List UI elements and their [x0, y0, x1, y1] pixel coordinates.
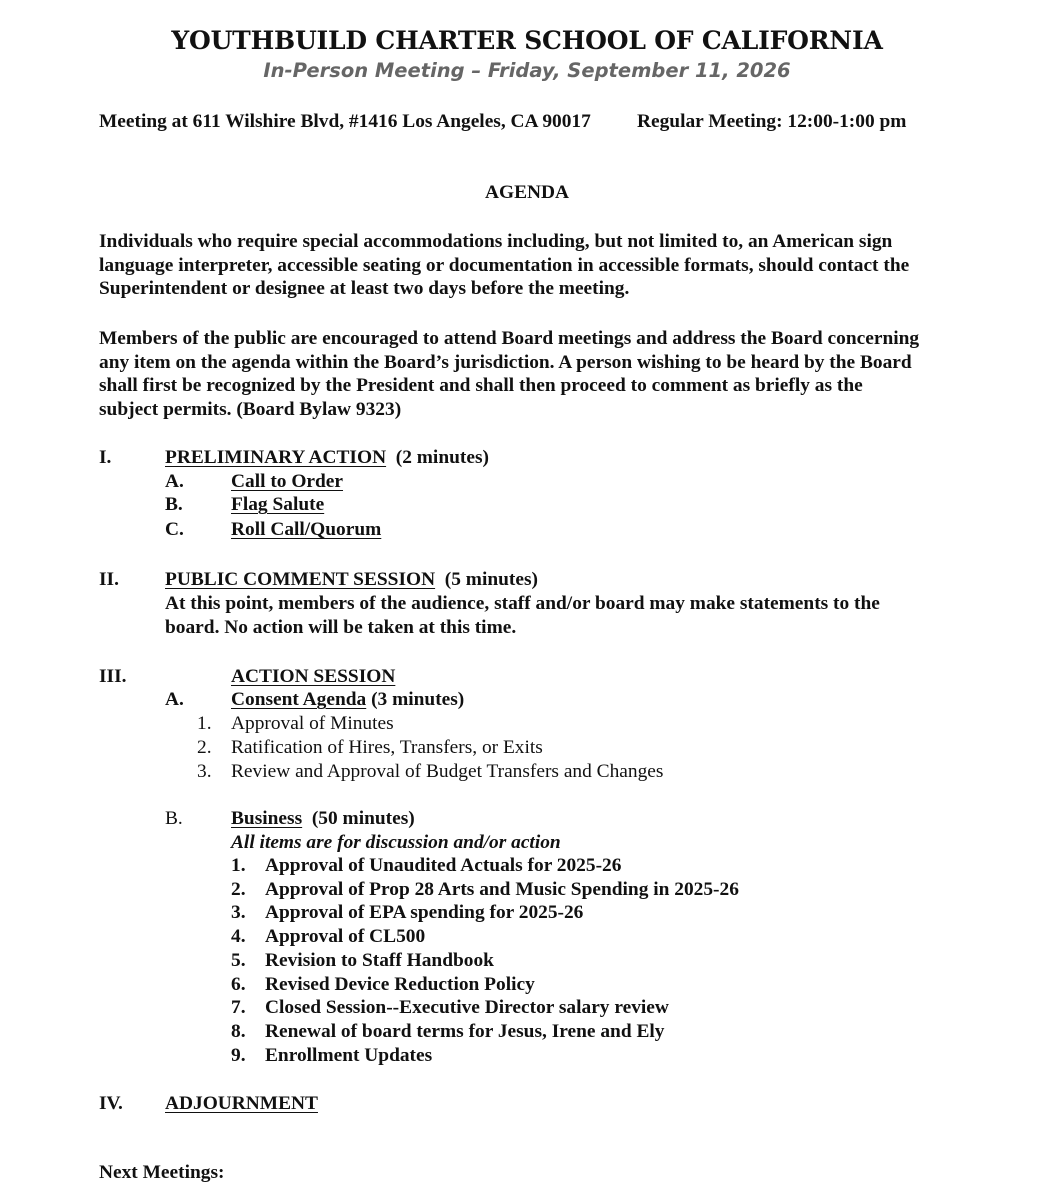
- business-item-number: 6.: [231, 973, 246, 995]
- business-items-list: [231, 854, 739, 1067]
- subsection-heading-business: [231, 808, 415, 830]
- business-item-label: Enrollment Updates: [265, 1044, 433, 1066]
- business-item-label: Revised Device Reduction Policy: [265, 973, 535, 995]
- subsection-duration: (3 minutes): [371, 689, 465, 710]
- business-item: [231, 1020, 739, 1044]
- meeting-location: Meeting at 611 Wilshire Blvd, #1416 Los Angeles, CA 90017: [99, 111, 591, 132]
- section-duration: (5 minutes): [444, 569, 538, 590]
- next-meetings-label: Next Meetings:: [99, 1162, 225, 1183]
- meeting-time: Regular Meeting: 12:00-1:00 pm: [637, 111, 907, 132]
- section-numeral: II.: [99, 569, 119, 590]
- business-item-number: 9.: [231, 1044, 246, 1066]
- subsection-duration: (50 minutes): [311, 808, 415, 829]
- section-title: PRELIMINARY ACTION: [165, 447, 387, 468]
- agenda-heading: AGENDA: [484, 182, 570, 203]
- consent-item: Ratification of Hires, Transfers, or Exits: [231, 737, 543, 758]
- section-duration: (2 minutes): [395, 447, 489, 468]
- public-line: Members of the public are encouraged to attend Board meetings and address the Board concerning: [99, 328, 920, 349]
- section-title-adjournment: ADJOURNMENT: [165, 1093, 318, 1114]
- section-title-action-session: ACTION SESSION: [231, 666, 396, 687]
- business-item-label: Approval of Unaudited Actuals for 2025-26: [265, 855, 622, 876]
- business-item-number: 7.: [231, 997, 246, 1019]
- business-item-label: Approval of EPA spending for 2025-26: [265, 902, 584, 924]
- item-letter: B.: [165, 494, 183, 515]
- consent-item-number: 3.: [197, 761, 212, 782]
- item-roll-call: Roll Call/Quorum: [231, 519, 382, 540]
- section-heading-preliminary: [165, 447, 489, 469]
- meeting-subtitle: In-Person Meeting – Friday, September 11, 2026: [263, 59, 791, 82]
- business-item: [231, 854, 739, 878]
- business-item-number: 2.: [231, 878, 246, 900]
- subsection-title: Business: [231, 808, 303, 829]
- subsection-heading-consent: [231, 689, 464, 711]
- item-letter: C.: [165, 519, 184, 540]
- item-call-to-order: Call to Order: [231, 471, 344, 492]
- section-title: PUBLIC COMMENT SESSION: [165, 569, 436, 590]
- accommodations-line: Superintendent or designee at least two days before the meeting.: [99, 278, 630, 300]
- public-line: any item on the agenda within the Board’s jurisdiction. A person wishing to be heard by the Board: [99, 351, 912, 373]
- business-item: [231, 973, 739, 997]
- business-item-label: Approval of CL500: [265, 926, 426, 948]
- subsection-letter: A.: [165, 689, 184, 710]
- section-numeral: III.: [99, 666, 127, 687]
- public-comment-paragraph: [99, 327, 979, 422]
- section-numeral: IV.: [99, 1093, 123, 1114]
- public-comment-text-line: board. No action will be taken at this time.: [165, 617, 517, 638]
- business-item: [231, 925, 739, 949]
- document-title: YOUTHBUILD CHARTER SCHOOL OF CALIFORNIA: [171, 26, 883, 55]
- accommodations-line: language interpreter, accessible seating or documentation in accessible formats, should contact the: [99, 254, 910, 276]
- public-line: shall first be recognized by the President and shall then proceed to comment as briefly as the: [99, 375, 863, 397]
- business-item-number: 4.: [231, 926, 246, 948]
- business-item: [231, 949, 739, 973]
- business-item-number: 3.: [231, 902, 246, 924]
- accommodations-paragraph: [99, 230, 979, 301]
- item-flag-salute: Flag Salute: [231, 494, 325, 515]
- item-letter: A.: [165, 471, 184, 492]
- business-item: [231, 996, 739, 1020]
- business-item: [231, 901, 739, 925]
- public-line: subject permits. (Board Bylaw 9323): [99, 399, 402, 421]
- section-heading-public-comment: [165, 569, 538, 591]
- business-item: [231, 878, 739, 902]
- business-item-label: Renewal of board terms for Jesus, Irene and Ely: [265, 1020, 665, 1042]
- consent-item: Approval of Minutes: [231, 713, 394, 734]
- public-comment-text-line: At this point, members of the audience, staff and/or board may make statements to the: [165, 593, 880, 614]
- consent-item: Review and Approval of Budget Transfers and Changes: [231, 761, 664, 782]
- consent-item-number: 1.: [197, 713, 212, 734]
- subsection-letter: B.: [165, 808, 183, 829]
- consent-item-number: 2.: [197, 737, 212, 758]
- business-item: [231, 1044, 739, 1068]
- accommodations-line: Individuals who require special accommodations including, but not limited to, an American sign: [99, 231, 893, 252]
- business-item-label: Approval of Prop 28 Arts and Music Spending in 2025-26: [265, 878, 739, 900]
- business-item-number: 1.: [231, 855, 246, 876]
- business-note: All items are for discussion and/or action: [231, 832, 561, 853]
- business-item-label: Revision to Staff Handbook: [265, 949, 494, 971]
- business-item-number: 5.: [231, 949, 246, 971]
- subsection-title: Consent Agenda: [231, 689, 367, 710]
- business-item-number: 8.: [231, 1020, 246, 1042]
- business-item-label: Closed Session--Executive Director salary review: [265, 997, 669, 1019]
- section-numeral: I.: [99, 447, 112, 468]
